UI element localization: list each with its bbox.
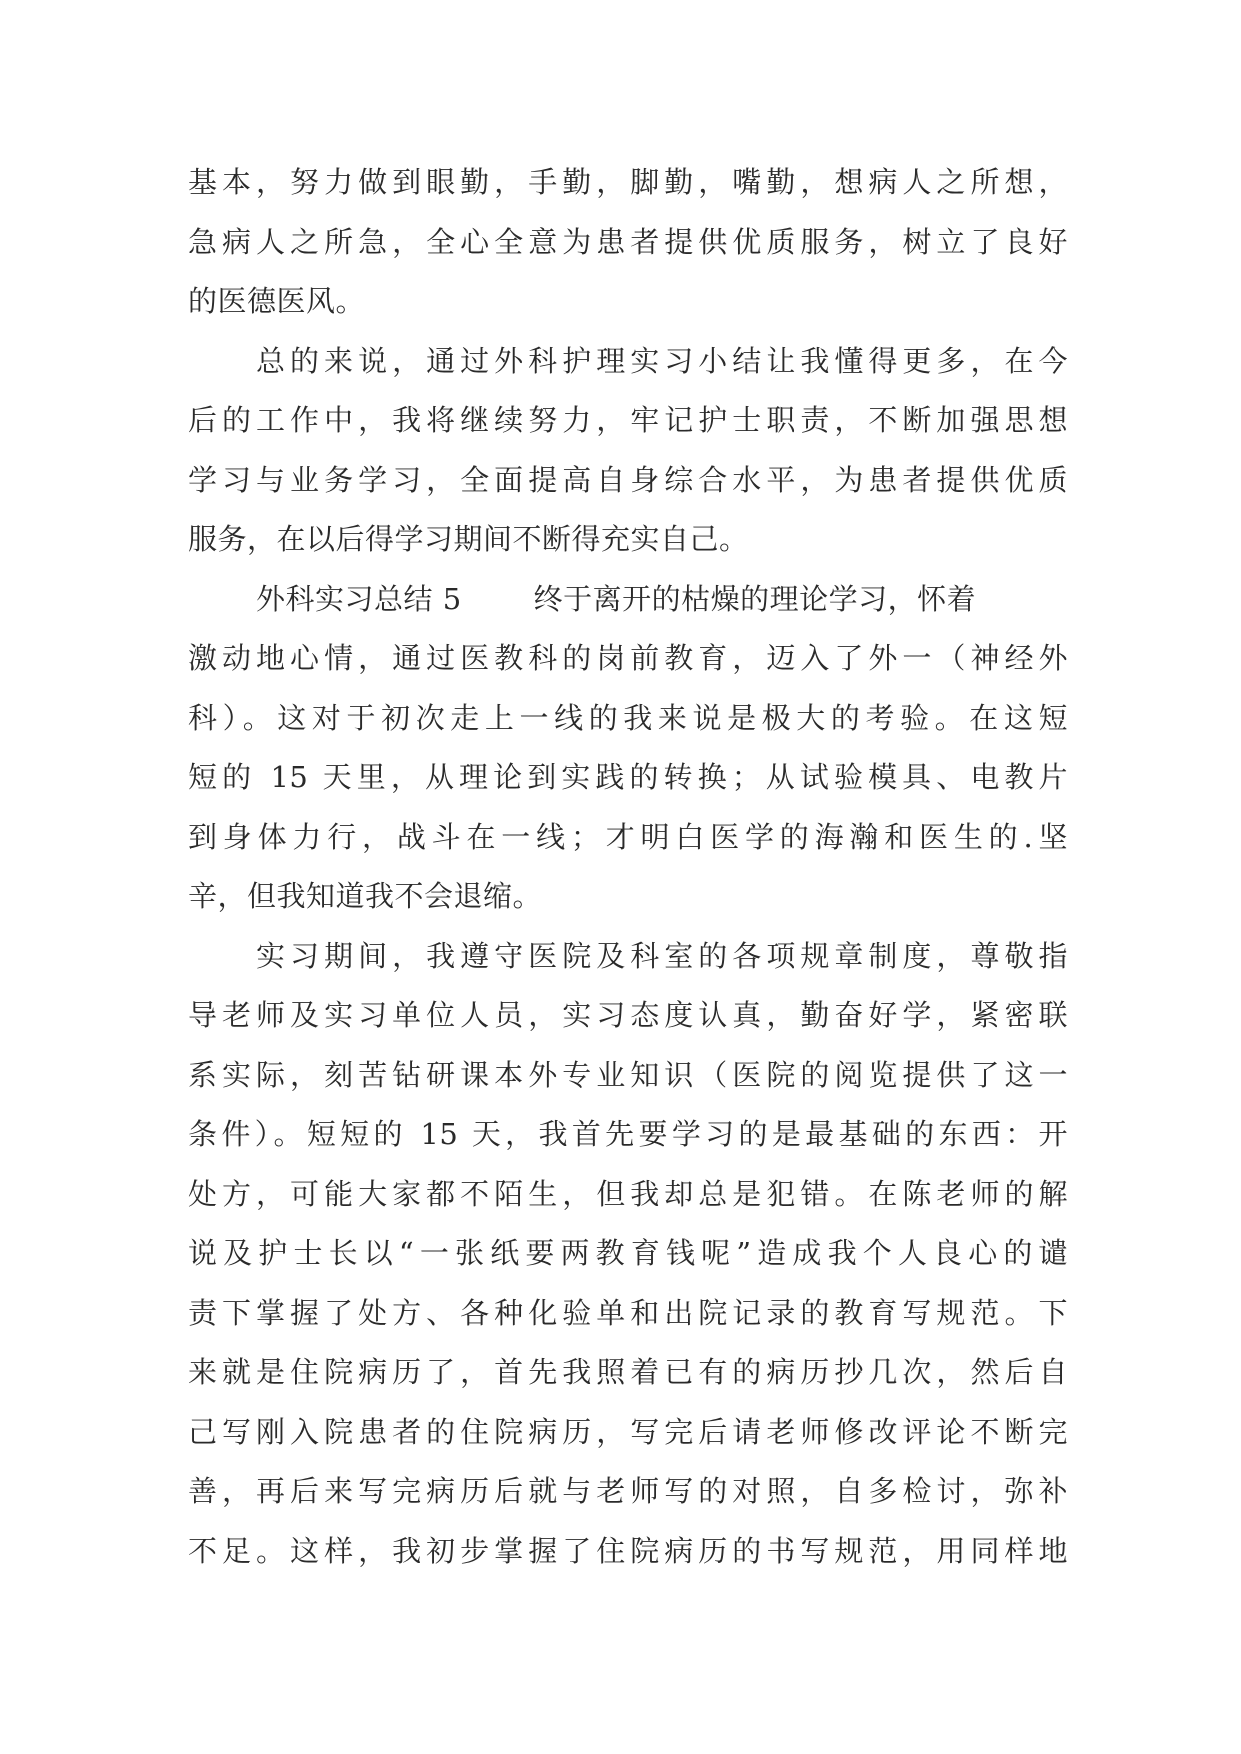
text-line: 短的 15 天里，从理论到实践的转换；从试验模具、电教片 — [188, 760, 1068, 794]
text-line: 辛，但我知道我不会退缩。 — [188, 879, 543, 913]
section-heading-line — [188, 570, 1068, 630]
text-line: 后的工作中，我将继续努力，牢记护士职责，不断加强思想 — [188, 403, 1068, 437]
text-line: 实习期间，我遵守医院及科室的各项规章制度，尊敬指 — [256, 938, 1068, 973]
text-line: 总的来说，通过外科护理实习小结让我懂得更多，在今 — [256, 343, 1068, 378]
text-line: 学习与业务学习，全面提高自身综合水平，为患者提供优质 — [188, 462, 1068, 497]
text-line: 不足。这样，我初步掌握了住院病历的书写规范，用同样地 — [188, 1533, 1068, 1568]
text-line: 处方，可能大家都不陌生，但我却总是犯错。在陈老师的解 — [188, 1176, 1068, 1211]
text-line: 善，再后来写完病历后就与老师写的对照，自多检讨，弥补 — [188, 1474, 1068, 1508]
text-line: 基本，努力做到眼勤，手勤，脚勤，嘴勤，想病人之所想， — [188, 165, 1068, 199]
text-line: 条件）。短短的 15 天，我首先要学习的是最基础的东西：开 — [188, 1117, 1068, 1151]
body-text — [188, 153, 1068, 1581]
text-line: 导老师及实习单位人员，实习态度认真，勤奋好学，紧密联 — [188, 998, 1068, 1032]
text-line: 来就是住院病历了，首先我照着已有的病历抄几次，然后自 — [188, 1355, 1068, 1389]
section-heading: 外科实习总结 5 — [256, 581, 462, 616]
text-line: 的医德医风。 — [188, 284, 366, 318]
text-line: 责下掌握了处方、各种化验单和出院记录的教育写规范。下 — [188, 1295, 1068, 1330]
text-line: 说及护士长以“一张纸要两教育钱呢”造成我个人良心的谴 — [188, 1236, 1068, 1270]
text-line: 到身体力行，战斗在一线；才明白医学的海瀚和医生的.坚 — [188, 819, 1068, 854]
text-line: 科）。这对于初次走上一线的我来说是极大的考验。在这短 — [188, 700, 1068, 735]
text-line-continuation: 终于离开的枯燥的理论学习，怀着 — [533, 581, 977, 616]
text-line: 己写刚入院患者的住院病历，写完后请老师修改评论不断完 — [188, 1414, 1068, 1449]
text-line: 服务，在以后得学习期间不断得充实自己。 — [188, 522, 749, 556]
text-line: 急病人之所急，全心全意为患者提供优质服务，树立了良好 — [188, 224, 1068, 259]
text-line: 系实际，刻苦钻研课本外专业知识（医院的阅览提供了这一 — [188, 1057, 1068, 1092]
text-line: 激动地心情，通过医教科的岗前教育，迈入了外一（神经外 — [188, 641, 1068, 675]
